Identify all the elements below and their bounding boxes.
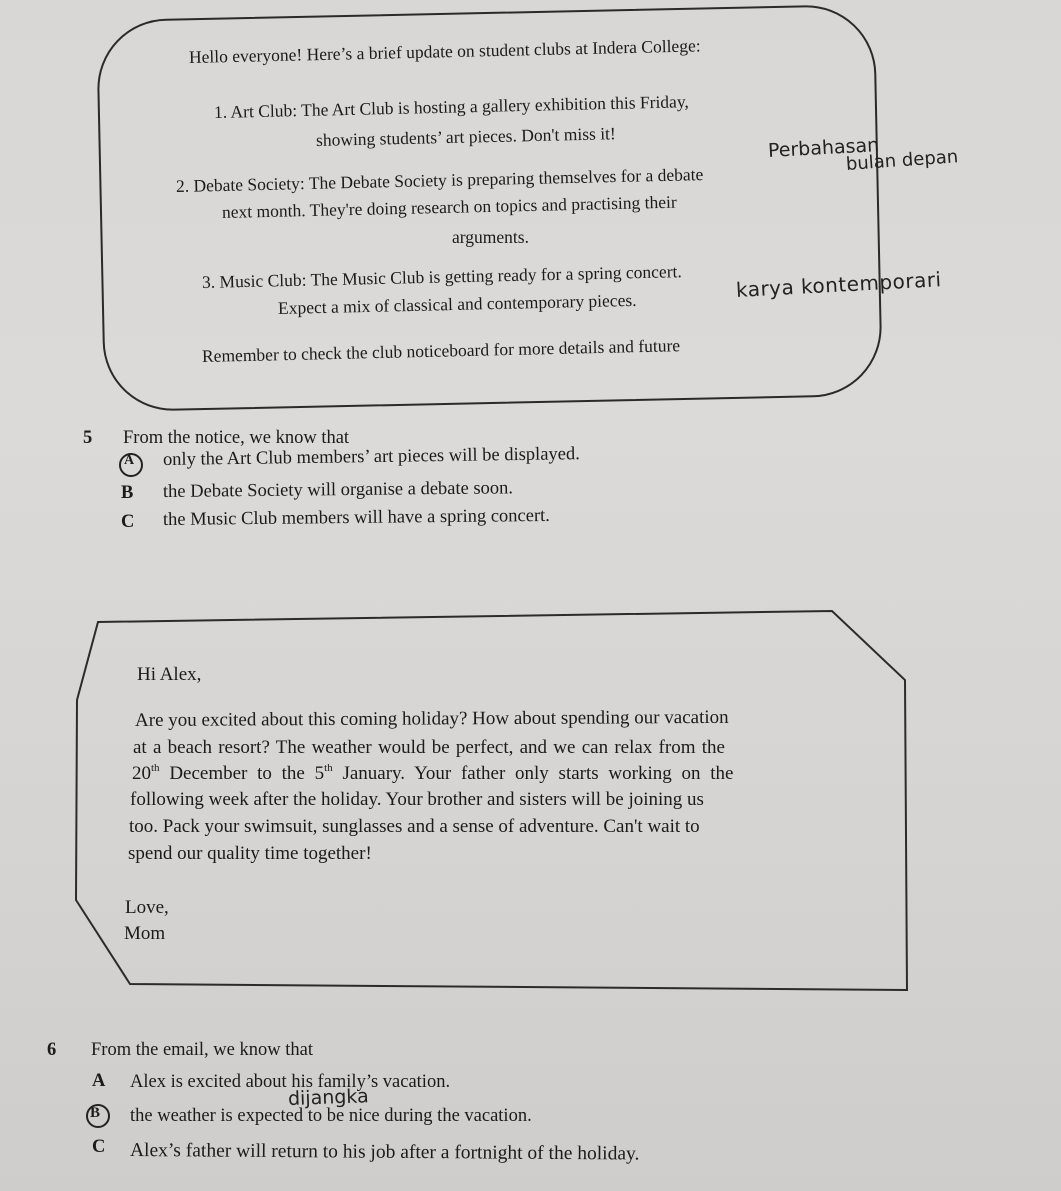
- question-5-option-b: the Debate Society will organise a debate soon.: [162, 478, 514, 502]
- question-5-option-c-letter: C: [121, 512, 135, 532]
- email-signature: Mom: [124, 923, 166, 944]
- email-date-suffix-1: th: [151, 762, 160, 774]
- email-date-day-1: 20: [132, 763, 151, 784]
- question-5-option-a-letter: A: [124, 453, 135, 468]
- email-line-1: Are you excited about this coming holiday? How about spending our vacation: [134, 706, 729, 731]
- email-line-2: at a beach resort? The weather would be perfect, and we can relax from the: [133, 737, 725, 758]
- question-6-option-b: the weather is expected to be nice during the vacation.: [130, 1106, 532, 1126]
- handwriting-karya-kontemporari: karya kontemporari: [735, 267, 943, 302]
- notice-closing: Remember to check the club noticeboard for more details and future: [201, 335, 681, 366]
- question-6-option-c-letter: C: [92, 1137, 106, 1157]
- question-6-option-b-letter: B: [90, 1105, 101, 1121]
- notice-item-music-line2: Expect a mix of classical and contemporary pieces.: [277, 289, 637, 318]
- handwriting-perbahasan: Perbahasan: [767, 134, 880, 162]
- question-6-option-a: Alex is excited about his family’s vacation.: [130, 1072, 451, 1092]
- email-date-end: January. Your father only starts working on the: [332, 763, 734, 784]
- email-date-day-2: 5: [314, 763, 325, 784]
- question-6-option-c: Alex’s father will return to his job after a fortnight of the holiday.: [129, 1140, 640, 1165]
- email-line-5: too. Pack your swimsuit, sunglasses and a sense of adventure. Can't wait to: [129, 816, 700, 837]
- email-date-mid: December to the: [159, 763, 315, 784]
- email-signoff: Love,: [125, 897, 169, 918]
- email-date-suffix-2: th: [324, 762, 333, 774]
- question-6-stem: From the email, we know that: [91, 1040, 313, 1060]
- notice-item-art-line2: showing students’ art pieces. Don't miss it!: [315, 123, 616, 150]
- question-5-option-b-letter: B: [121, 483, 134, 503]
- notice-item-debate-line1: 2. Debate Society: The Debate Society is preparing themselves for a debate: [175, 164, 704, 196]
- handwriting-bulan-depan: bulan depan: [845, 146, 959, 175]
- notice-item-music-line1: 3. Music Club: The Music Club is getting ready for a spring concert.: [201, 261, 682, 292]
- email-line-6: spend our quality time together!: [128, 843, 372, 864]
- question-6-option-a-letter: A: [92, 1071, 106, 1091]
- notice-intro: Hello everyone! Here’s a brief update on student clubs at Indera College:: [188, 35, 701, 67]
- question-5-option-a: only the Art Club members’ art pieces will be displayed.: [162, 444, 580, 470]
- question-5-number: 5: [83, 428, 93, 448]
- notice-item-debate-line3: arguments.: [452, 227, 529, 247]
- notice-item-debate-line2: next month. They're doing research on topics and practising their: [221, 191, 677, 222]
- email-line-4: following week after the holiday. Your brother and sisters will be joining us: [130, 789, 704, 810]
- notice-item-art-line1: 1. Art Club: The Art Club is hosting a gallery exhibition this Friday,: [213, 91, 690, 122]
- handwriting-dijangka: dijangka: [287, 1085, 370, 1110]
- question-5-option-c: the Music Club members will have a spring concert.: [162, 505, 550, 530]
- email-line-3: [132, 761, 733, 788]
- email-greeting: Hi Alex,: [137, 664, 202, 685]
- question-5-stem: From the notice, we know that: [123, 428, 350, 448]
- question-6-number: 6: [47, 1040, 57, 1060]
